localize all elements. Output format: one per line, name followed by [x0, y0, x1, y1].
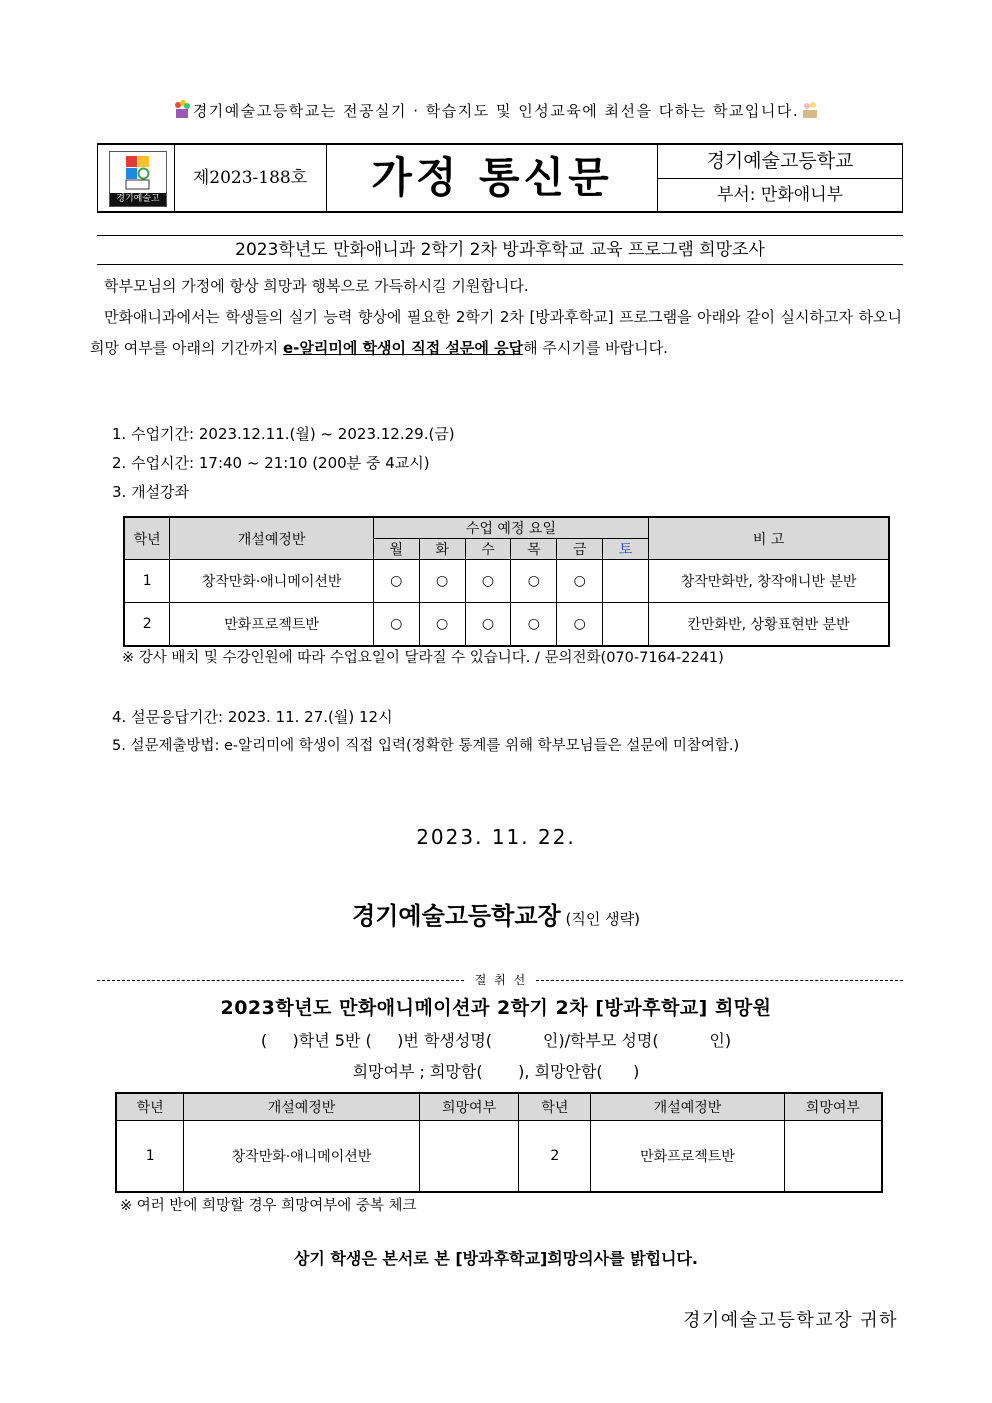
- row-mark: ○: [465, 560, 511, 603]
- header-grade: 학년: [124, 517, 170, 560]
- day-sat: 토: [603, 539, 649, 560]
- row-mark: ○: [557, 603, 603, 646]
- slogan-text: 경기예술고등학교는 전공실기 · 학습지도 및 인성교육에 최선을 다하는 학교입니다.: [192, 102, 800, 120]
- hope-table: [115, 1092, 883, 1193]
- row-mark: ○: [511, 603, 557, 646]
- department: 부서: 만화애니부: [657, 179, 902, 211]
- form-title: 2023학년도 만화애니메이션과 2학기 2차 [방과후학교] 희망원: [220, 997, 772, 1019]
- item-period: 1. 수업기간: 2023.12.11.(월) ~ 2023.12.29.(금): [112, 425, 455, 443]
- row-class: 창작만화·애니메이션반: [170, 560, 373, 603]
- item-courses: 3. 개설강좌: [112, 483, 190, 501]
- logo-cell: [97, 145, 175, 211]
- table-row: [116, 1120, 882, 1192]
- row-mark: [603, 603, 649, 646]
- row-note: 칸만화반, 상황표현반 분반: [649, 603, 889, 646]
- header-grade: 학년: [116, 1093, 184, 1120]
- header-class: 개설예정반: [170, 517, 373, 560]
- form-footnote: ※ 여러 반에 희망할 경우 희망여부에 중복 체크: [120, 1198, 417, 1214]
- form-name-line: ( )학년 5반 ( )번 학생성명( 인)/학부모 성명( 인): [260, 1031, 732, 1050]
- table-row: [124, 603, 889, 646]
- item-survey-period: 4. 설문응답기간: 2023. 11. 27.(월) 12시: [112, 708, 393, 726]
- row-grade: 1: [124, 560, 170, 603]
- day-fri: 금: [557, 539, 603, 560]
- form-hope-line: 희망여부 ; 희망함( ), 희망안함( ): [352, 1062, 640, 1081]
- row-mark: [603, 560, 649, 603]
- page-title: 가정 통신문: [327, 145, 658, 211]
- intro-emphasis: e-알리미에 학생이 직접 설문에 응답: [282, 339, 524, 357]
- school-name: 경기예술고등학교: [657, 145, 902, 179]
- row-class: 만화프로젝트반: [591, 1120, 784, 1192]
- row-mark: ○: [511, 560, 557, 603]
- row-grade: 2: [124, 603, 170, 646]
- row-class: 창작만화·애니메이션반: [184, 1120, 419, 1192]
- row-grade: 2: [519, 1120, 591, 1192]
- item-time: 2. 수업시간: 17:40 ~ 21:10 (200분 중 4교시): [112, 454, 430, 472]
- slogan: [0, 98, 992, 121]
- day-wed: 수: [465, 539, 511, 560]
- subject-line: 2023학년도 만화애니과 2학기 2차 방과후학교 교육 프로그램 희망조사: [97, 235, 903, 265]
- header-note: 비 고: [649, 517, 889, 560]
- form-closing: 경기예술고등학교장 귀하: [683, 1310, 898, 1331]
- hope-check-2[interactable]: [784, 1120, 882, 1192]
- logo-mark-icon: [110, 152, 166, 193]
- intro-body-a: 만화애니과에서는 학생들의 실기 능력 향상에 필요한 2학기 2차 [방과후학교] 프로그램을 아래와 같이 실시하고자 하오니 희망 여부를 아래의 기간까지: [90, 308, 902, 357]
- school-info: [657, 145, 903, 211]
- row-mark: ○: [419, 603, 465, 646]
- row-class: 만화프로젝트반: [170, 603, 373, 646]
- row-grade: 1: [116, 1120, 184, 1192]
- logo-label: 경기예술고: [110, 193, 166, 206]
- form-statement: 상기 학생은 본서로 본 [방과후학교]희망의사를 밝힙니다.: [293, 1249, 699, 1268]
- letter-header: [97, 143, 903, 213]
- issue-date: 2023. 11. 22.: [416, 825, 576, 849]
- principal-signature: [0, 896, 992, 931]
- header-hope: 희망여부: [419, 1093, 519, 1120]
- row-mark: ○: [373, 603, 419, 646]
- header-hope: 희망여부: [784, 1093, 882, 1120]
- cut-line-label: 절 취 선: [466, 971, 536, 988]
- hope-check-1[interactable]: [419, 1120, 519, 1192]
- document-number: 제2023-188호: [174, 145, 327, 211]
- header-days: 수업 예정 요일: [373, 517, 648, 539]
- row-mark: ○: [557, 560, 603, 603]
- seal-omitted: (직인 생략): [565, 910, 640, 928]
- row-mark: ○: [419, 560, 465, 603]
- item-submit-method: 5. 설문제출방법: e-알리미에 학생이 직접 입력(정확한 통계를 위해 학부모님들은 설문에 미참여함.): [112, 738, 740, 754]
- intro-body-b: 해 주시기를 바랍니다.: [523, 339, 668, 357]
- flower-basket-icon: [799, 98, 821, 120]
- table-footnote: ※ 강사 배치 및 수강인원에 따라 수업요일이 달라질 수 있습니다. / 문의전화(070-7164-2241): [122, 650, 724, 666]
- day-thu: 목: [511, 539, 557, 560]
- principal-name: 경기예술고등학교장: [352, 901, 561, 930]
- row-mark: ○: [465, 603, 511, 646]
- header-class: 개설예정반: [184, 1093, 419, 1120]
- header-grade: 학년: [519, 1093, 591, 1120]
- row-note: 창작만화반, 창작애니반 분반: [649, 560, 889, 603]
- school-logo: [109, 151, 167, 207]
- day-mon: 월: [373, 539, 419, 560]
- intro-body: [90, 302, 902, 364]
- header-class: 개설예정반: [591, 1093, 784, 1120]
- row-mark: ○: [373, 560, 419, 603]
- flower-pot-icon: [171, 98, 193, 120]
- course-table: [123, 516, 890, 647]
- intro-greeting: 학부모님의 가정에 항상 희망과 행복으로 가득하시길 기원합니다.: [104, 277, 529, 295]
- table-row: [124, 560, 889, 603]
- day-tue: 화: [419, 539, 465, 560]
